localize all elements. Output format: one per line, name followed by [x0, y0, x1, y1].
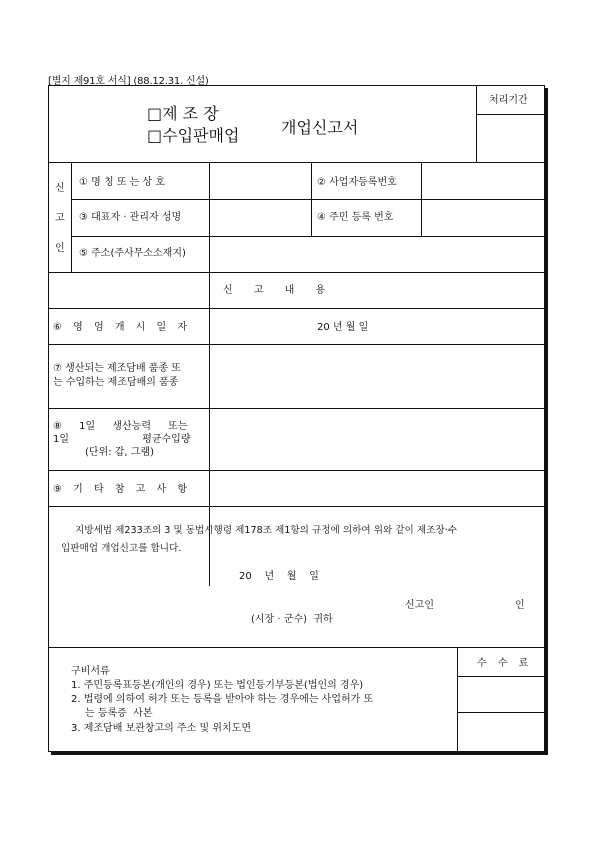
field-address-label: ⑤ 주소(주사무소소재지) — [79, 248, 186, 259]
fee-mid-line — [457, 712, 546, 713]
declaration-reporter-label: 신고인 — [405, 600, 434, 611]
content-label-divider — [209, 344, 210, 586]
field-product-type-label-line1: ⑦ 생산되는 제조담배 품종 또 — [53, 363, 181, 374]
report-content-header: 신 고 내 용 — [223, 285, 335, 296]
row-2-bottom — [71, 236, 546, 237]
field-capacity-label-line2: 1일 평균수입량 — [53, 434, 191, 445]
documents-item-2-line1: 2. 법령에 의하여 허가 또는 등록을 받아야 하는 경우에는 사업허가 또 — [71, 694, 374, 705]
declaration-line-1: 지방세법 제233조의 3 및 동법시행령 제178조 제1항의 규정에 의하여 위와 같이 제조장·수 — [75, 525, 457, 536]
form-caption: [별지 제91호 서식] (88.12.31. 신설) — [48, 76, 209, 87]
row-1-bottom — [71, 199, 546, 200]
field-other-notes-label: ⑨ 기 타 참 고 사 항 — [53, 484, 191, 495]
title-option-manufacturing: □제 조 장 — [147, 104, 219, 123]
row-9-bottom — [49, 506, 546, 507]
content-header-bottom — [49, 308, 546, 309]
field-capacity-unit-label: (단위: 갑, 그램) — [85, 447, 155, 458]
reporter-label-char-3: 인 — [55, 243, 65, 254]
fee-label: 수 수 료 — [477, 658, 533, 669]
declaration-addressee: (시장 · 군수) 귀하 — [251, 614, 333, 625]
business-start-date-value: 20 년 월 일 — [317, 322, 369, 333]
field-name-or-trade-label: ① 명 칭 또 는 상 호 — [79, 177, 165, 188]
processing-header-line — [476, 114, 545, 115]
field-representative-name-label: ③ 대표자 · 관리자 성명 — [79, 212, 182, 223]
declaration-date: 20 년 월 일 — [239, 571, 319, 582]
reporter-label-char-2: 고 — [55, 213, 65, 224]
row-7-bottom — [49, 408, 546, 409]
documents-item-3: 3. 제조담배 보관창고의 주소 및 위치도면 — [71, 723, 251, 734]
reporter-label-char-1: 신 — [55, 183, 65, 194]
field-business-start-date-label: ⑥ 영 엄 개 시 일 자 — [53, 322, 191, 333]
row-6-bottom — [49, 344, 546, 345]
field-resident-reg-no-label: ④ 주민 등록 번호 — [317, 212, 394, 223]
form-frame — [48, 85, 545, 752]
fee-header-line — [457, 676, 546, 677]
declaration-line-2: 입판매업 개업신고를 합니다. — [61, 543, 182, 554]
processing-divider — [476, 86, 477, 162]
declaration-bottom-line — [49, 647, 546, 648]
field-product-type-label-line2: 는 수입하는 제조담배의 품종 — [53, 377, 179, 388]
fee-divider — [457, 647, 458, 751]
title-option-import-sales: □수입판매업 — [147, 126, 240, 145]
field-business-reg-no-label: ② 사업자등록번호 — [317, 177, 397, 188]
documents-item-1: 1. 주민등록표등본(개인의 경우) 또는 법인등기부등본(법인의 경우) — [71, 680, 364, 691]
reporter-bottom-line — [49, 272, 546, 273]
documents-item-2-line2: 는 등록증 사본 — [85, 708, 153, 719]
title-bottom-line — [49, 162, 546, 163]
form-title: 개업신고서 — [281, 118, 359, 137]
declaration-seal-label: 인 — [515, 600, 525, 611]
row-8-bottom — [49, 470, 546, 471]
documents-title: 구비서류 — [71, 666, 110, 677]
reporter-label-divider — [71, 162, 72, 272]
field-capacity-label-line1: ⑧ 1일 생산능력 또는 — [53, 421, 188, 432]
processing-period-label: 처리기간 — [489, 95, 528, 106]
